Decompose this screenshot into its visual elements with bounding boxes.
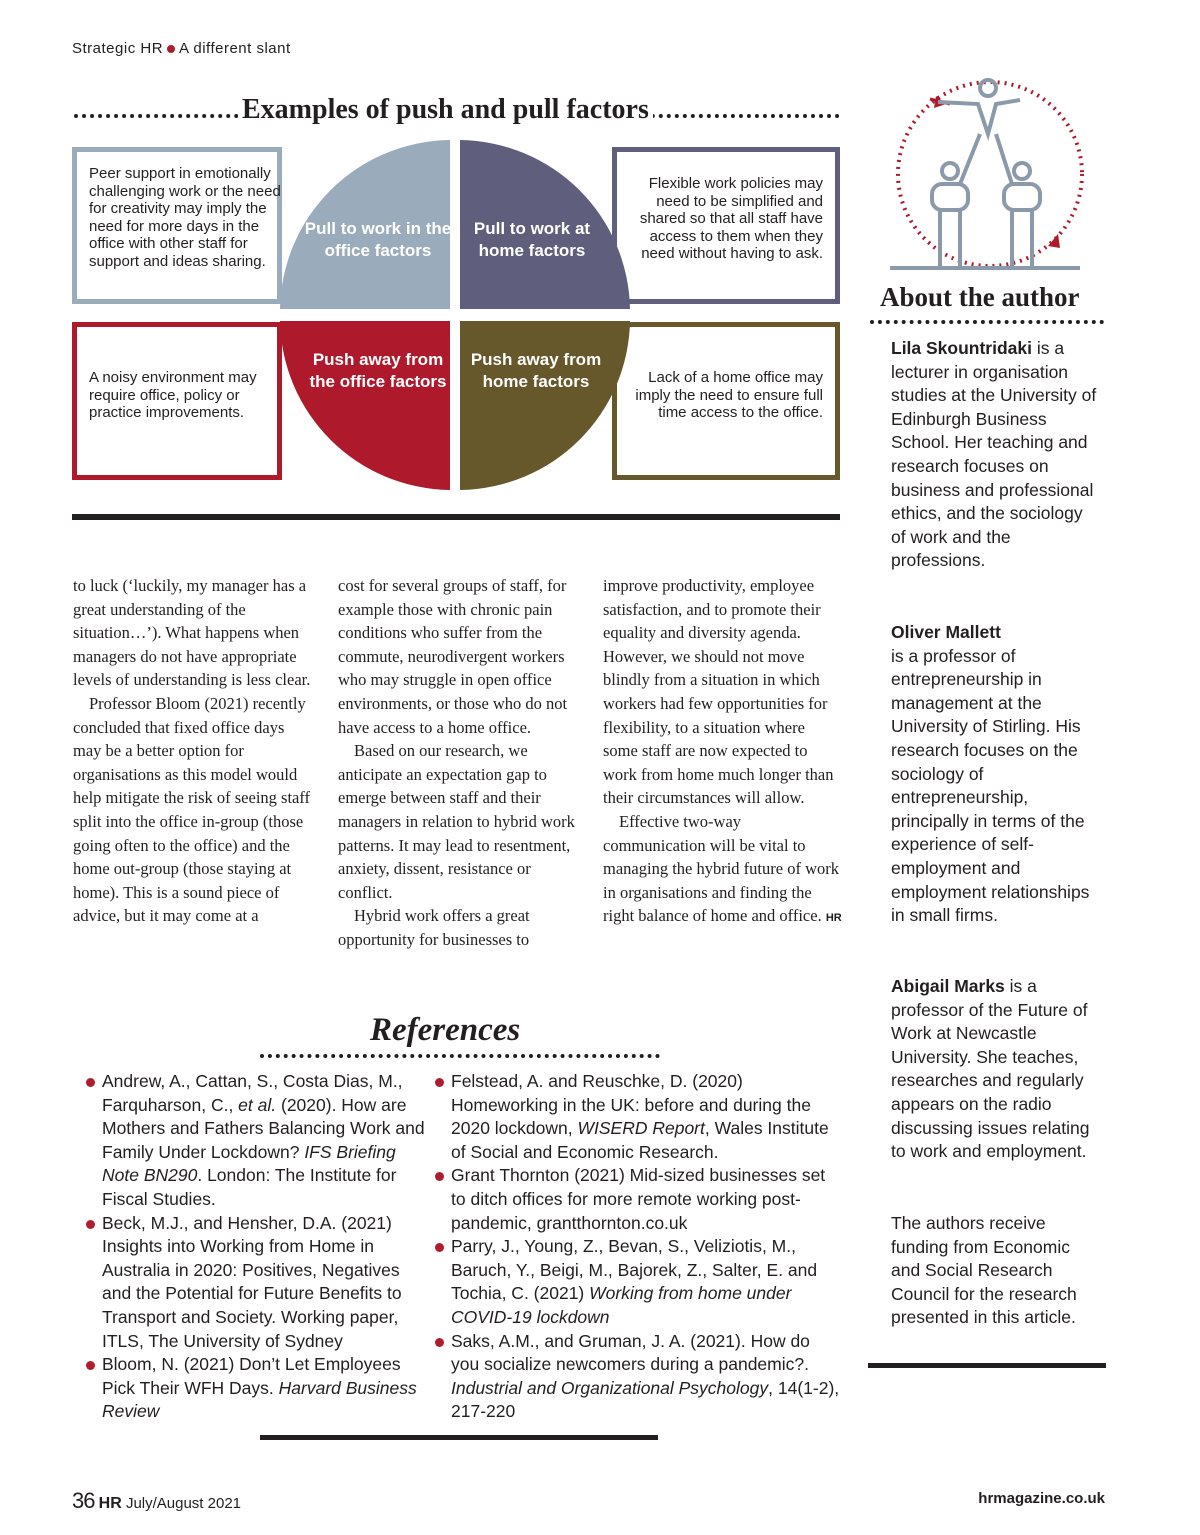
bullet-dot-icon bbox=[435, 1078, 444, 1087]
reference-item: Parry, J., Young, Z., Bevan, S., Veliziotis, M., Baruch, Y., Beigi, M., Bajorek, Z., Salter, E. and Tochia, C. (2021) Working from home under COVID-19 lockdown bbox=[421, 1235, 841, 1329]
about-dotted-rule bbox=[870, 320, 1104, 324]
label-push-office: Push away from the office factors bbox=[309, 350, 447, 391]
end-mark: HR bbox=[825, 912, 842, 925]
bullet-dot-icon bbox=[435, 1338, 444, 1347]
box-pull-home bbox=[612, 147, 840, 304]
bullet-dot-icon bbox=[435, 1172, 444, 1181]
paragraph: to luck (‘luckily, my manager has a great understanding of the situation…’). What happens when managers do not have appropriate levels of understanding is less clear. bbox=[73, 576, 311, 690]
article-column-1 bbox=[73, 574, 313, 928]
issue-date: July/August 2021 bbox=[125, 1495, 242, 1512]
label-pull-home: Pull to work at home factors bbox=[473, 219, 591, 260]
circle-quadrants-graphic bbox=[278, 140, 632, 490]
article-column-3 bbox=[603, 574, 843, 931]
references-title: References bbox=[370, 1012, 521, 1048]
running-header bbox=[72, 40, 291, 57]
article-column-2 bbox=[338, 574, 578, 952]
author-name: Abigail Marks bbox=[891, 976, 1005, 996]
funding-note: The authors receive funding from Economic and Social Research Council for the research presented in this article. bbox=[891, 1213, 1077, 1328]
bullet-dot-icon bbox=[435, 1243, 444, 1252]
box-push-home-text: Lack of a home office may imply the need to ensure full time access to the office. bbox=[635, 369, 823, 421]
figure-title: Examples of push and pull factors bbox=[238, 94, 653, 126]
references-dotted-rule bbox=[260, 1054, 660, 1058]
section-name: Strategic HR bbox=[72, 40, 164, 57]
push-pull-circle bbox=[278, 140, 632, 490]
paragraph: cost for several groups of staff, for example those with chronic pain conditions who suffer from the commute, neurodivergent workers who may struggle in open office environments, or those who do not have access to a home office. bbox=[338, 576, 568, 737]
paragraph bbox=[603, 810, 843, 931]
box-push-home bbox=[612, 322, 840, 480]
quadrant-push-office bbox=[280, 321, 450, 490]
references-bottom-rule bbox=[260, 1435, 658, 1440]
people-lifting-icon bbox=[890, 74, 1090, 274]
references-right-column bbox=[421, 1070, 841, 1424]
sidebar-bottom-rule bbox=[868, 1363, 1106, 1368]
page-number: 36 bbox=[72, 1488, 95, 1513]
footer-folio bbox=[72, 1488, 241, 1514]
author-name: Oliver Mallett bbox=[891, 622, 1001, 642]
box-pull-office bbox=[72, 147, 282, 304]
label-pull-office: Pull to work in the office factors bbox=[304, 219, 452, 260]
paragraph: Professor Bloom (2021) recently concluded that fixed office days may be a better option for organisations as this model would help mitigate the risk of seeing staff split into the office in-group (those going often to the office) and the home out-group (those staying at home). This is a sound piece of advice, but it may come at a bbox=[73, 693, 311, 926]
reference-item: Felstead, A. and Reuschke, D. (2020) Homeworking in the UK: before and during the 2020 lockdown, WISERD Report, Wales Institute of Social and Economic Research. bbox=[421, 1070, 841, 1164]
paragraph: Hybrid work offers a great opportunity for businesses to bbox=[338, 906, 530, 949]
subsection-name: A different slant bbox=[179, 40, 291, 57]
paragraph: improve productivity, employee satisfaction, and to promote their equality and diversity agenda. However, we should not move blindly from a situation in which workers had few opportunities for flexibility, to a situation where some staff are now expected to work from home much longer than their circumstances will allow. bbox=[603, 576, 834, 808]
bullet-dot-icon bbox=[167, 45, 175, 53]
box-push-office bbox=[72, 322, 282, 480]
footer-website[interactable]: hrmagazine.co.uk bbox=[978, 1490, 1105, 1507]
paragraph: Based on our research, we anticipate an expectation gap to emerge between staff and their managers in relation to hybrid work patterns. It may lead to resentment, anxiety, dissent, resistance or conflict. bbox=[338, 741, 575, 902]
reference-item: Andrew, A., Cattan, S., Costa Dias, M., Farquharson, C., et al. (2020). How are Mothers and Fathers Balancing Work and Family Under Lockdown? IFS Briefing Note BN290. London: The Institute for Fiscal Studies. bbox=[72, 1070, 432, 1212]
magazine-name: HR bbox=[98, 1495, 122, 1512]
author-name: Lila Skountridaki bbox=[891, 338, 1032, 358]
bullet-dot-icon bbox=[86, 1361, 95, 1370]
author-bio-2: Oliver Mallett is a professor of entrepreneurship in management at the University of Stirling. His research focuses on the sociology of entrepreneurship, principally in terms of the experience of self-employment and employment relationships in small firms. bbox=[891, 622, 1090, 926]
bullet-dot-icon bbox=[86, 1220, 95, 1229]
closing-text: Effective two-way communication will be vital to managing the hybrid future of work in organisations and finding the right balance of home and office. bbox=[603, 811, 839, 926]
about-author-title: About the author bbox=[880, 282, 1080, 312]
references-left-column bbox=[72, 1070, 432, 1424]
reference-item: Bloom, N. (2021) Don’t Let Employees Pick Their WFH Days. Harvard Business Review bbox=[72, 1353, 432, 1424]
box-pull-office-text: Peer support in emotionally challenging work or the need for creativity may imply the need for more days in the office with other staff for support and ideas sharing. bbox=[89, 165, 281, 270]
bullet-dot-icon bbox=[86, 1078, 95, 1087]
label-push-home: Push away from home factors bbox=[470, 350, 602, 391]
author-bio-3: Abigail Marks is a professor of the Future of Work at Newcastle University. She teaches, researches and regularly appears on the radio discussing issues relating to work and employment. bbox=[891, 976, 1090, 1162]
author-bio-1: Lila Skountridaki is a lecturer in organisation studies at the University of Edinburgh Business School. Her teaching and research focuses on business and professional ethics, and the sociology of work and the professions. bbox=[891, 338, 1097, 571]
reference-item: Saks, A.M., and Gruman, J. A. (2021). How do you socialize newcomers during a pandemic?. Industrial and Organizational Psychology, 14(1-2), 217-220 bbox=[421, 1330, 841, 1424]
figure-bottom-rule bbox=[72, 514, 840, 520]
reference-item: Beck, M.J., and Hensher, D.A. (2021) Insights into Working from Home in Australia in 2020: Positives, Negatives and the Potential for Future Benefits to Transport and Society. Working paper, ITLS, The University of Sydney bbox=[72, 1212, 432, 1354]
quadrant-push-home bbox=[460, 321, 630, 490]
box-pull-home-text: Flexible work policies may need to be simplified and shared so that all staff have access to them when they need without having to ask. bbox=[639, 175, 823, 262]
reference-item: Grant Thornton (2021) Mid-sized businesses set to ditch offices for more remote working post-pandemic, grantthornton.co.uk bbox=[421, 1164, 841, 1235]
box-push-office-text: A noisy environment may require office, policy or practice improvements. bbox=[89, 369, 257, 421]
